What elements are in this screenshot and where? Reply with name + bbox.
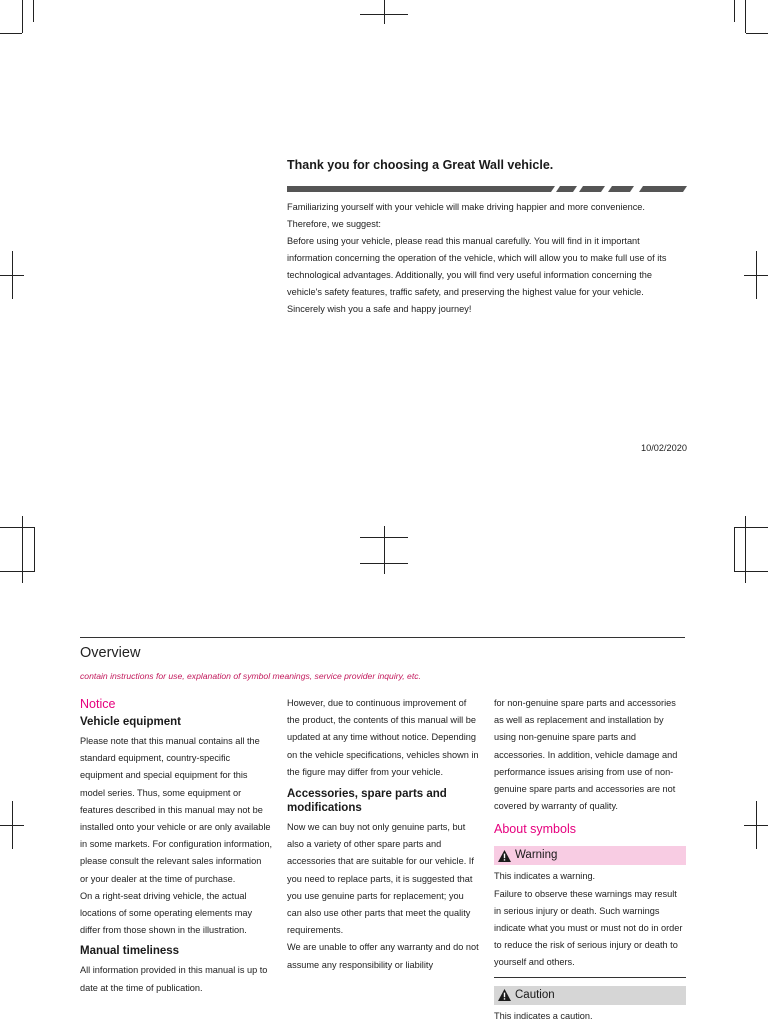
caution-text: This indicates a caution. bbox=[494, 1010, 593, 1021]
intro-paragraph: Familiarizing yourself with your vehicle will make driving happier and more convenience. Therefore, we suggest: bbox=[287, 202, 645, 229]
accessories-heading: Accessories, spare parts and modifications bbox=[287, 788, 447, 815]
accessories-text: Now we can buy not only genuine parts, but also a variety of other spare parts and accessories that are suitable for our vehicle. If you need to replace parts, it is suggested that you use genuine parts for replacement; you can also use other parts that meet the quality requirements. bbox=[287, 822, 474, 936]
intro-date: 10/02/2020 bbox=[641, 443, 687, 453]
crop-mark bbox=[22, 0, 23, 33]
title-divider bbox=[287, 186, 687, 192]
update-notice-text: However, due to continuous improvement of the product, the contents of this manual will be updated at any time without notice. Depending on the vehicle specifications, vehicles shown in the figure may differ from your vehicle. bbox=[287, 698, 479, 777]
crop-mark bbox=[0, 571, 34, 572]
intro-paragraph: Sincerely wish you a safe and happy journey! bbox=[287, 304, 472, 314]
accessories-text: for non-genuine spare parts and accessories as well as replacement and installation by using non-genuine spare parts and accessories. In addition, vehicle damage and performance issues arising from use of non-genuine spare parts and accessories are not covered by warranty of quality. bbox=[494, 698, 678, 812]
crop-mark bbox=[734, 527, 768, 528]
crop-mark bbox=[33, 0, 34, 22]
vehicle-equipment-text: On a right-seat driving vehicle, the actual locations of some operating elements may differ from those shown in the illustration. bbox=[80, 890, 253, 936]
about-symbols-heading: About symbols bbox=[494, 822, 576, 837]
overview-subtitle: contain instructions for use, explanation of symbol meanings, service provider inquiry, etc. bbox=[80, 671, 421, 681]
crop-mark bbox=[745, 516, 746, 583]
intro-body bbox=[287, 199, 687, 318]
vehicle-equipment-text: Please note that this manual contains all the standard equipment, country-specific equipment and special equipment for this model series. Thus, some equipment or features described in this manual may not be installed onto your vehicle or are only available in some markets. For configuration information, please consult the relevant sales information or your dealer at the time of purchase. bbox=[80, 736, 272, 884]
overview-top-rule bbox=[80, 637, 685, 638]
crop-mark bbox=[745, 0, 746, 33]
crop-mark bbox=[22, 516, 23, 583]
caution-box bbox=[494, 986, 686, 1005]
column-2 bbox=[287, 695, 480, 974]
crop-mark bbox=[734, 527, 735, 572]
column-1 bbox=[80, 695, 272, 997]
manual-timeliness-text: All information provided in this manual is up to date at the time of publication. bbox=[80, 965, 268, 993]
crop-mark bbox=[734, 0, 735, 22]
crop-mark bbox=[384, 526, 385, 574]
accessories-text: We are unable to offer any warranty and do not assume any responsibility or liability bbox=[287, 942, 479, 970]
warning-triangle-icon bbox=[498, 850, 511, 862]
crop-mark bbox=[0, 33, 22, 34]
crop-mark bbox=[384, 0, 385, 24]
crop-mark bbox=[12, 251, 13, 299]
intro-paragraph: Before using your vehicle, please read this manual carefully. You will find in it important information concerning the operation of the vehicle, which will allow you to make full use of its technological advantages. Additionally, you will find very useful information concerning the vehicle's safety features, traffic safety, and preserving the highest value for your vehicle. bbox=[287, 236, 667, 297]
caution-triangle-icon bbox=[498, 989, 511, 1001]
crop-mark bbox=[756, 251, 757, 299]
column-3 bbox=[494, 695, 686, 1025]
crop-mark bbox=[34, 527, 35, 572]
intro-title: Thank you for choosing a Great Wall vehicle. bbox=[287, 158, 554, 172]
warning-label: Warning bbox=[515, 849, 558, 862]
overview-title: Overview bbox=[80, 645, 141, 661]
caution-label: Caution bbox=[515, 988, 555, 1001]
crop-mark bbox=[746, 33, 768, 34]
warning-text: Failure to observe these warnings may result in serious injury or death. Such warnings indicate what you must or must not do in order to reduce the risk of serious injury or death to yourself and others. bbox=[494, 888, 683, 968]
crop-mark bbox=[756, 801, 757, 849]
manual-timeliness-heading: Manual timeliness bbox=[80, 945, 180, 958]
vehicle-equipment-heading: Vehicle equipment bbox=[80, 716, 181, 728]
notice-heading: Notice bbox=[80, 697, 116, 711]
crop-mark bbox=[12, 801, 13, 849]
crop-mark bbox=[0, 527, 34, 528]
crop-mark bbox=[734, 571, 768, 572]
warning-rule bbox=[494, 977, 686, 978]
warning-box bbox=[494, 846, 686, 865]
warning-text: This indicates a warning. bbox=[494, 871, 596, 882]
